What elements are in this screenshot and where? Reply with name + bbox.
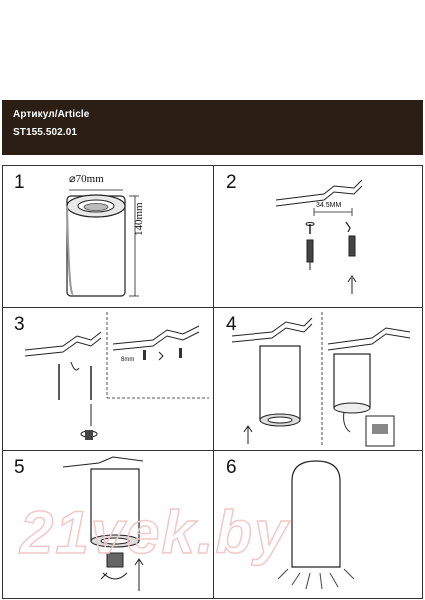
- step-3-number: 3: [14, 314, 25, 335]
- diameter-label: ⌀70mm: [69, 173, 104, 185]
- step-1-number: 1: [14, 172, 25, 193]
- step-6-number: 6: [226, 457, 237, 478]
- wiring-connection-drawing: [214, 308, 422, 450]
- article-number: ST155.502.01: [13, 127, 78, 138]
- watermark-text: 21vek.by: [20, 499, 290, 566]
- spacing-label: 34.5MM: [316, 202, 342, 209]
- cylinder-dimension-drawing: [3, 166, 213, 307]
- step-2-number: 2: [226, 172, 237, 193]
- drilling-holes-drawing: [214, 166, 422, 307]
- step-5-number: 5: [14, 457, 25, 478]
- article-header: [2, 100, 423, 155]
- step-2-panel: [214, 166, 422, 307]
- step-3-panel: [3, 308, 213, 450]
- mounting-plate-drawing: [3, 308, 213, 450]
- screw-length-label: 8mm: [121, 357, 135, 363]
- step-4-panel: [214, 308, 422, 450]
- height-label: 140mm: [133, 202, 145, 236]
- step-4-number: 4: [226, 314, 237, 335]
- article-label: Артикул/Article: [13, 109, 90, 120]
- step-1-panel: [3, 166, 213, 307]
